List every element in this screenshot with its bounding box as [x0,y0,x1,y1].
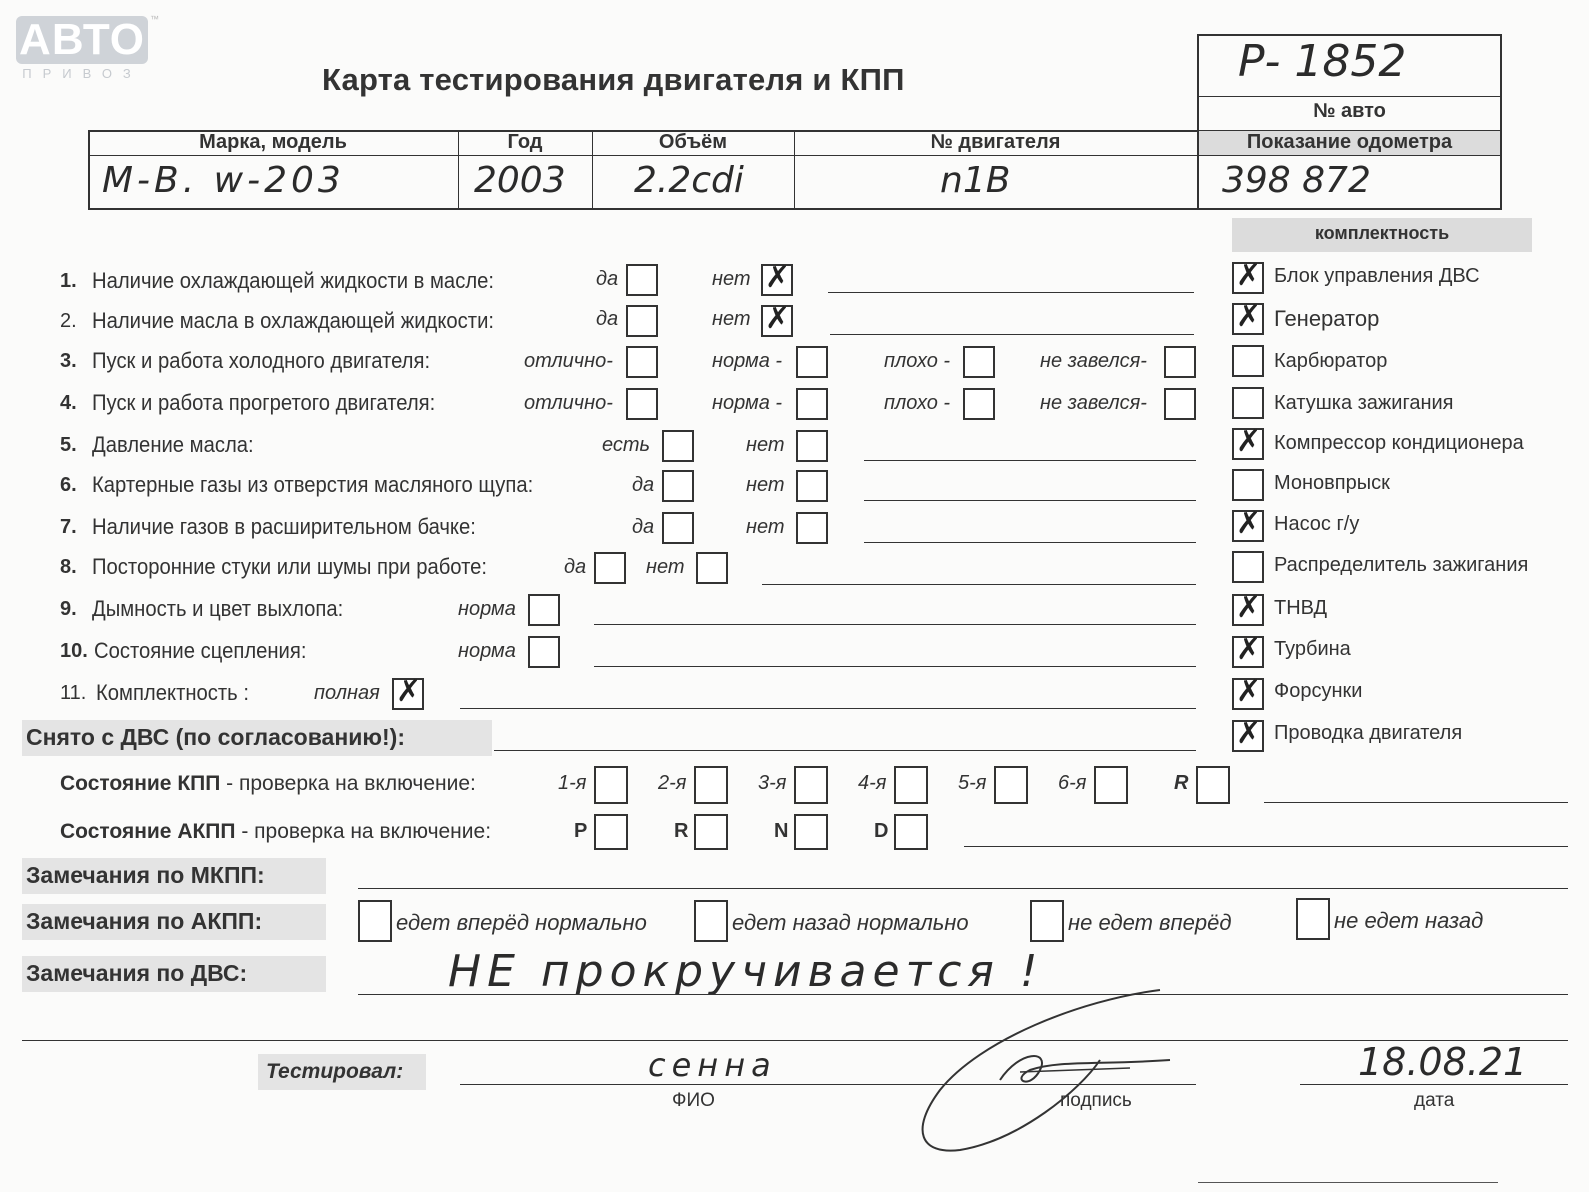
akpp-option-label: едет назад нормально [732,910,969,935]
question-text: Наличие газов в расширительном бачке: [92,514,476,539]
akpp-label: Состояние АКПП - проверка на включение: [60,820,492,843]
checkbox[interactable] [794,814,828,850]
checkbox[interactable] [528,594,560,626]
checkbox[interactable] [1232,469,1264,501]
odometer-value: 398 872 [1222,160,1371,201]
checkbox[interactable] [963,346,995,378]
check-mark-icon: ✗ [1236,590,1262,625]
question-text: Картерные газы из отверстия масляного щупа: [92,472,534,497]
date-caption: дата [1414,1090,1455,1111]
option-label: плохо - [884,392,951,414]
car-id-value: Р- 1852 [1238,36,1407,87]
checkbox[interactable] [626,388,658,420]
option-label: нет [746,516,785,538]
checkbox[interactable] [528,636,560,668]
option-label: не завелся- [1040,392,1147,414]
check-mark-icon: ✗ [1236,258,1262,293]
checkbox[interactable] [594,552,626,584]
completeness-item: Моновпрыск [1274,472,1390,494]
signature-caption: подпись [1060,1090,1132,1111]
volume-value: 2.2cdi [634,160,744,201]
engine-number-value: n1B [940,160,1011,201]
question-text: Пуск и работа прогретого двигателя: [92,390,436,415]
checkbox[interactable] [626,305,658,337]
question-number: 10. [60,640,88,662]
checkbox[interactable] [1164,388,1196,420]
option-label: норма - [712,392,783,414]
checkbox[interactable] [1232,674,1264,710]
question-text: Состояние сцепления: [94,638,307,663]
fio-value: сенна [648,1046,777,1084]
logo: АВТО [16,16,148,64]
checkbox[interactable] [1232,258,1264,294]
checkbox[interactable] [626,264,658,296]
checkbox[interactable] [696,552,728,584]
option-label: не завелся- [1040,350,1147,372]
check-mark-icon: ✗ [1236,506,1262,541]
question-text: Дымность и цвет выхлопа: [92,596,344,621]
checkbox[interactable] [594,814,628,850]
option-label: да [596,268,619,290]
akpp-option-label: не едет назад [1334,908,1484,933]
remarks-dvs-value: НЕ прокручивается ! [448,946,1044,997]
option-label: полная [314,682,380,704]
fio-caption: ФИО [672,1090,715,1111]
year-value: 2003 [474,160,566,201]
col-engine-number-header: № двигателя [930,131,1061,153]
question-number: 11. [60,682,87,704]
col-odometer-header: Показание одометра [1246,131,1453,153]
check-mark-icon: ✗ [1236,632,1262,667]
checkbox[interactable] [1232,716,1264,752]
gear-label: 4-я [858,772,887,794]
gear-label: 2-я [658,772,687,794]
question-number: 2. [60,310,77,332]
model-value: M-B. w-203 [102,160,345,201]
check-mark-icon: ✗ [1236,424,1262,459]
question-number: 7. [60,516,77,538]
question-number: 8. [60,556,77,578]
check-mark-icon: ✗ [765,260,791,295]
checkbox[interactable] [1232,506,1264,542]
check-mark-icon: ✗ [1236,674,1262,709]
option-label: отлично- [524,392,613,414]
question-text: Пуск и работа холодного двигателя: [92,348,431,373]
option-label: нет [712,308,751,330]
option-label: да [632,474,655,496]
checkbox[interactable] [1030,900,1064,942]
mode-label: P [574,820,588,842]
car-id-label: № авто [1313,100,1386,122]
mode-label: R [674,820,689,842]
question-number: 6. [60,474,77,496]
checkbox[interactable] [1296,898,1330,940]
checkbox[interactable] [662,430,694,462]
checkbox[interactable] [662,470,694,502]
question-number: 4. [60,392,77,414]
gear-label: 3-я [758,772,787,794]
checkbox[interactable] [1232,387,1264,419]
col-volume-header: Объём [658,131,728,153]
option-label: нет [646,556,685,578]
option-label: нет [746,434,785,456]
signature-icon [900,980,1200,1160]
checkbox[interactable] [694,900,728,942]
akpp-option-label: едет вперёд нормально [396,910,647,935]
checkbox[interactable] [1232,299,1264,335]
gear-label: R [1174,772,1189,794]
completeness-item: Генератор [1274,306,1380,331]
checkbox[interactable] [626,346,658,378]
checkbox[interactable] [796,430,828,462]
checkbox[interactable] [963,388,995,420]
checkbox[interactable] [796,346,828,378]
option-label: да [632,516,655,538]
option-label: отлично- [524,350,613,372]
question-text: Наличие охлаждающей жидкости в масле: [92,268,495,293]
remarks-akpp-label: Замечания по АКПП: [26,908,263,934]
checkbox[interactable] [1232,551,1264,583]
mode-label: N [774,820,789,842]
check-mark-icon: ✗ [396,674,422,709]
akpp-option-label: не едет вперёд [1068,910,1232,935]
option-label: да [564,556,587,578]
removed-label: Снято с ДВС (по согласованию!): [26,724,405,750]
completeness-item: Катушка зажигания [1274,392,1454,414]
checkbox[interactable] [894,814,928,850]
gear-label: 5-я [958,772,987,794]
kpp-label: Состояние КПП - проверка на включение: [60,772,476,795]
option-label: да [596,308,619,330]
checkbox[interactable] [894,766,928,804]
checkbox[interactable] [761,260,793,296]
mode-label: D [874,820,889,842]
check-mark-icon: ✗ [1236,716,1262,751]
checkbox[interactable] [796,512,828,544]
checkbox[interactable] [794,766,828,804]
checkbox[interactable] [694,814,728,850]
checkbox[interactable] [994,766,1028,804]
checkbox[interactable] [694,766,728,804]
option-label: норма - [712,350,783,372]
logo-subtitle: ПРИВОЗ [22,66,142,81]
check-mark-icon: ✗ [765,301,791,336]
checkbox[interactable] [1232,590,1264,626]
completeness-item: Карбюратор [1274,350,1388,372]
checkbox[interactable] [1164,346,1196,378]
checkbox[interactable] [1094,766,1128,804]
remarks-dvs-label: Замечания по ДВС: [26,960,248,986]
option-label: нет [712,268,751,290]
checkbox[interactable] [761,301,793,337]
col-model-header: Марка, модель [199,131,347,153]
gear-label: 6-я [1058,772,1087,794]
completeness-item: Блок управления ДВС [1274,265,1480,287]
checkbox[interactable] [1196,766,1230,804]
date-value: 18.08.21 [1358,1040,1528,1084]
checkbox[interactable] [1232,632,1264,668]
option-label: норма [458,598,516,620]
check-mark-icon: ✗ [1236,299,1262,334]
question-number: 5. [60,434,77,456]
option-label: есть [602,434,651,456]
checkbox[interactable] [796,388,828,420]
option-label: норма [458,640,516,662]
checkbox[interactable] [796,470,828,502]
completeness-item: Форсунки [1274,680,1363,702]
tested-label: Тестировал: [266,1060,404,1083]
completeness-item: Насос г/у [1274,513,1360,535]
question-text: Комплектность : [96,680,249,705]
question-text: Наличие масла в охлаждающей жидкости: [92,308,495,333]
checkbox[interactable] [392,674,424,710]
checkbox[interactable] [662,512,694,544]
checkbox[interactable] [594,766,628,804]
question-text: Давление масла: [92,432,254,457]
question-number: 3. [60,350,77,372]
question-number: 1. [60,270,77,292]
completeness-item: Проводка двигателя [1274,722,1463,744]
col-year-header: Год [507,131,543,153]
question-number: 9. [60,598,77,620]
option-label: нет [746,474,785,496]
completeness-item: Турбина [1274,638,1351,660]
checkbox[interactable] [1232,345,1264,377]
checkbox[interactable] [1232,424,1264,460]
completeness-item: Компрессор кондиционера [1274,432,1524,454]
gear-label: 1-я [558,772,587,794]
completeness-item: Распределитель зажигания [1274,554,1529,576]
option-label: плохо - [884,350,951,372]
completeness-item: ТНВД [1274,597,1328,619]
completeness-header: комплектность [1314,223,1450,243]
checkbox[interactable] [358,900,392,942]
question-text: Посторонние стуки или шумы при работе: [92,554,488,579]
page-title: Карта тестирования двигателя и КПП [322,62,905,97]
remarks-mkpp-label: Замечания по МКПП: [26,862,265,888]
trademark-mark: ™ [150,14,159,24]
